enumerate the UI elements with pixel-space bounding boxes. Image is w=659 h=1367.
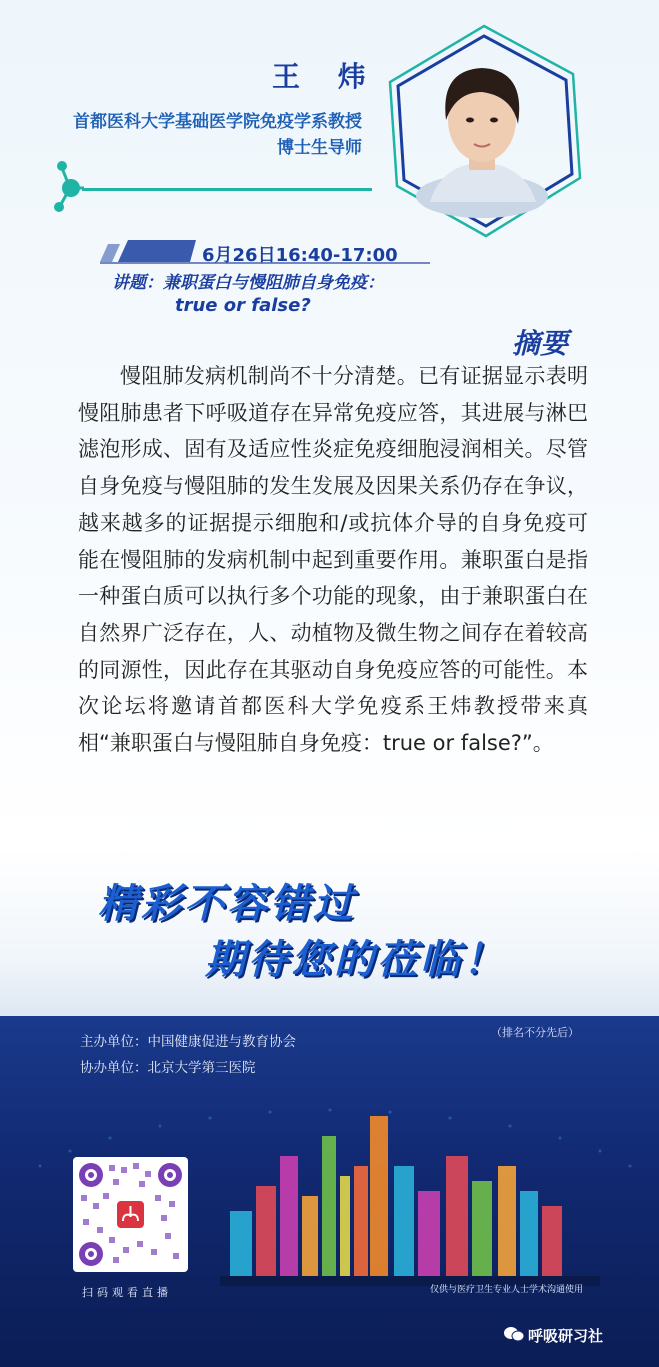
abstract-body bbox=[78, 358, 588, 762]
co-organizer-text: 协办单位：北京大学第三医院 bbox=[80, 1060, 256, 1076]
session-time: 6月26日16:40-17:00 bbox=[202, 245, 398, 266]
speaker-portrait bbox=[416, 68, 548, 218]
session-topic-continued: true or false? bbox=[175, 295, 311, 316]
wechat-icon bbox=[503, 1325, 525, 1343]
abstract-paragraph: 慢阻肺发病机制尚不十分清楚。已有证据显示表明慢阻肺患者下呼吸道存在异常免疫应答，其进展与淋巴滤泡形成、固有及适应性炎症免疫细胞浸润相关。尽管自身免疫与慢阻肺的发生发展及因果关系仍存在争议，越来越多的证据提示细胞和/或抗体介导的自身免疫可能在慢阻肺的发病机制中起到重要作用。兼职蛋白是指一种蛋白质可以执行多个功能的现象，由于兼职蛋白在自然界广泛存在，人、动植物及微生物之间存在着较高的同源性，因此存在其驱动自身免疫应答的可能性。本次论坛将邀请首都医科大学免疫系王炜教授带来真相“兼职蛋白与慢阻肺自身免疫：true or false?”。 bbox=[78, 364, 588, 756]
speaker-title: 首都医科大学基础医学院免疫学系教授 bbox=[73, 112, 362, 132]
disclaimer-text: 仅供与医疗卫生专业人士学术沟通使用 bbox=[430, 1285, 584, 1295]
session-topic: 讲题：兼职蛋白与慢阻肺自身免疫： bbox=[112, 273, 384, 293]
brand-name: 呼吸研习社 bbox=[528, 1327, 604, 1345]
organizer-text: 主办单位：中国健康促进与教育协会 bbox=[80, 1034, 296, 1050]
qr-code-icon bbox=[73, 1157, 188, 1272]
divider-line bbox=[82, 188, 372, 191]
qr-code[interactable] bbox=[73, 1157, 188, 1272]
speaker-name: 王 炜 bbox=[272, 60, 380, 93]
molecule-icon bbox=[54, 161, 84, 212]
abstract-heading: 摘要 bbox=[512, 327, 569, 360]
order-note: （排名不分先后） bbox=[491, 1026, 579, 1039]
slogan-line-1: 精彩不容错过 bbox=[98, 881, 356, 927]
slogan-line-2: 期待您的莅临！ bbox=[205, 937, 506, 983]
scan-label: 扫码观看直播 bbox=[82, 1286, 172, 1299]
speaker-degree: 博士生导师 bbox=[277, 138, 362, 158]
